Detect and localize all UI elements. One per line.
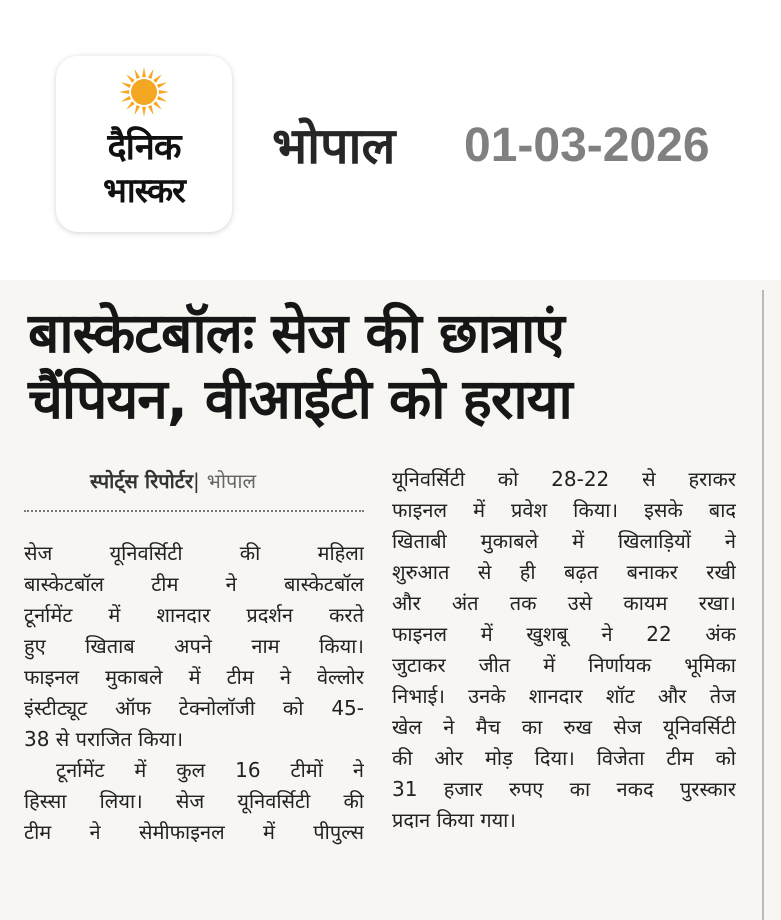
text-line: फाइनल में प्रवेश किया। इसके बाद	[392, 498, 736, 522]
text-line: इंस्टीट्यूट ऑफ टेक्नोलॉजी को 45-	[24, 696, 364, 720]
sun-ray	[134, 69, 140, 79]
sun-ray	[153, 74, 162, 83]
sun-ray	[157, 82, 167, 88]
sun-ray	[153, 101, 162, 110]
text-line: बास्केटबॉल टीम ने बास्केटबॉल	[24, 572, 364, 596]
text-line: फाइनल में खुशबू ने 22 अंक	[392, 622, 736, 646]
sun-ray	[157, 96, 167, 102]
sun-ray	[121, 96, 131, 102]
text-line: खेल ने मैच का रुख सेज यूनिवर्सिटी	[392, 715, 736, 739]
text-line: 31 हजार रुपए का नकद पुरस्कार	[392, 777, 736, 801]
clipping-edge-divider	[762, 290, 764, 920]
sun-ray	[142, 107, 146, 117]
logo-text-line-2: भास्कर	[103, 171, 185, 211]
text-line: की ओर मोड़ दिया। विजेता टीम को	[392, 746, 736, 770]
text-line: जुटाकर जीत में निर्णायक भूमिका	[392, 653, 736, 677]
text-line: शुरुआत से ही बढ़त बनाकर रखी	[392, 560, 736, 584]
article-byline	[90, 468, 256, 494]
text-line: सेज यूनिवर्सिटी की महिला	[24, 541, 364, 565]
byline-place: भोपाल	[206, 469, 257, 493]
sun-ray	[159, 90, 169, 94]
byline-separator: |	[193, 469, 200, 493]
text-line: खिताबी मुकाबले में खिलाड़ियों ने	[392, 529, 736, 553]
article-headline	[28, 300, 748, 432]
headline-line: चैंपियन, वीआईटी को हराया	[28, 367, 572, 431]
text-line: टूर्नामेंट में शानदार प्रदर्शन करते	[24, 603, 364, 627]
text-line: हिस्सा लिया। सेज यूनिवर्सिटी की	[24, 789, 364, 813]
sun-icon	[118, 66, 170, 118]
article-column-left	[24, 538, 364, 848]
sun-ray	[121, 82, 131, 88]
edition-city: भोपाल	[272, 117, 396, 175]
sun-ray	[119, 90, 129, 94]
text-line: निभाई। उनके शानदार शॉट और तेज	[392, 684, 736, 708]
text-line: और अंत तक उसे कायम रखा।	[392, 591, 736, 615]
byline-divider	[24, 510, 364, 512]
sun-ray	[126, 101, 135, 110]
text-line: हुए खिताब अपने नाम किया।	[24, 634, 364, 658]
sun-ray	[148, 69, 154, 79]
text-line: यूनिवर्सिटी को 28-22 से हराकर	[392, 467, 736, 491]
sun-ray	[134, 105, 140, 115]
article-column-right	[392, 464, 736, 836]
sun-ray	[148, 105, 154, 115]
text-line: प्रदान किया गया।	[392, 808, 516, 832]
headline-line: बास्केटबॉलः सेज की छात्राएं	[28, 301, 564, 365]
dainik-bhaskar-logo	[56, 56, 232, 232]
logo-text-line-1: दैनिक	[107, 127, 181, 168]
text-line: 38 से पराजित किया।	[24, 727, 184, 751]
text-line: फाइनल मुकाबले में टीम ने वेल्लोर	[24, 665, 364, 689]
text-line: टीम ने सेमीफाइनल में पीपुल्स	[24, 820, 364, 844]
sun-ray	[142, 67, 146, 77]
newspaper-header	[0, 0, 781, 260]
text-line: टूर्नामेंट में कुल 16 टीमों ने	[56, 758, 364, 782]
edition-date: 01-03-2026	[464, 119, 710, 172]
byline-reporter: स्पोर्ट्स रिपोर्टर	[90, 469, 194, 493]
sun-ray	[126, 74, 135, 83]
